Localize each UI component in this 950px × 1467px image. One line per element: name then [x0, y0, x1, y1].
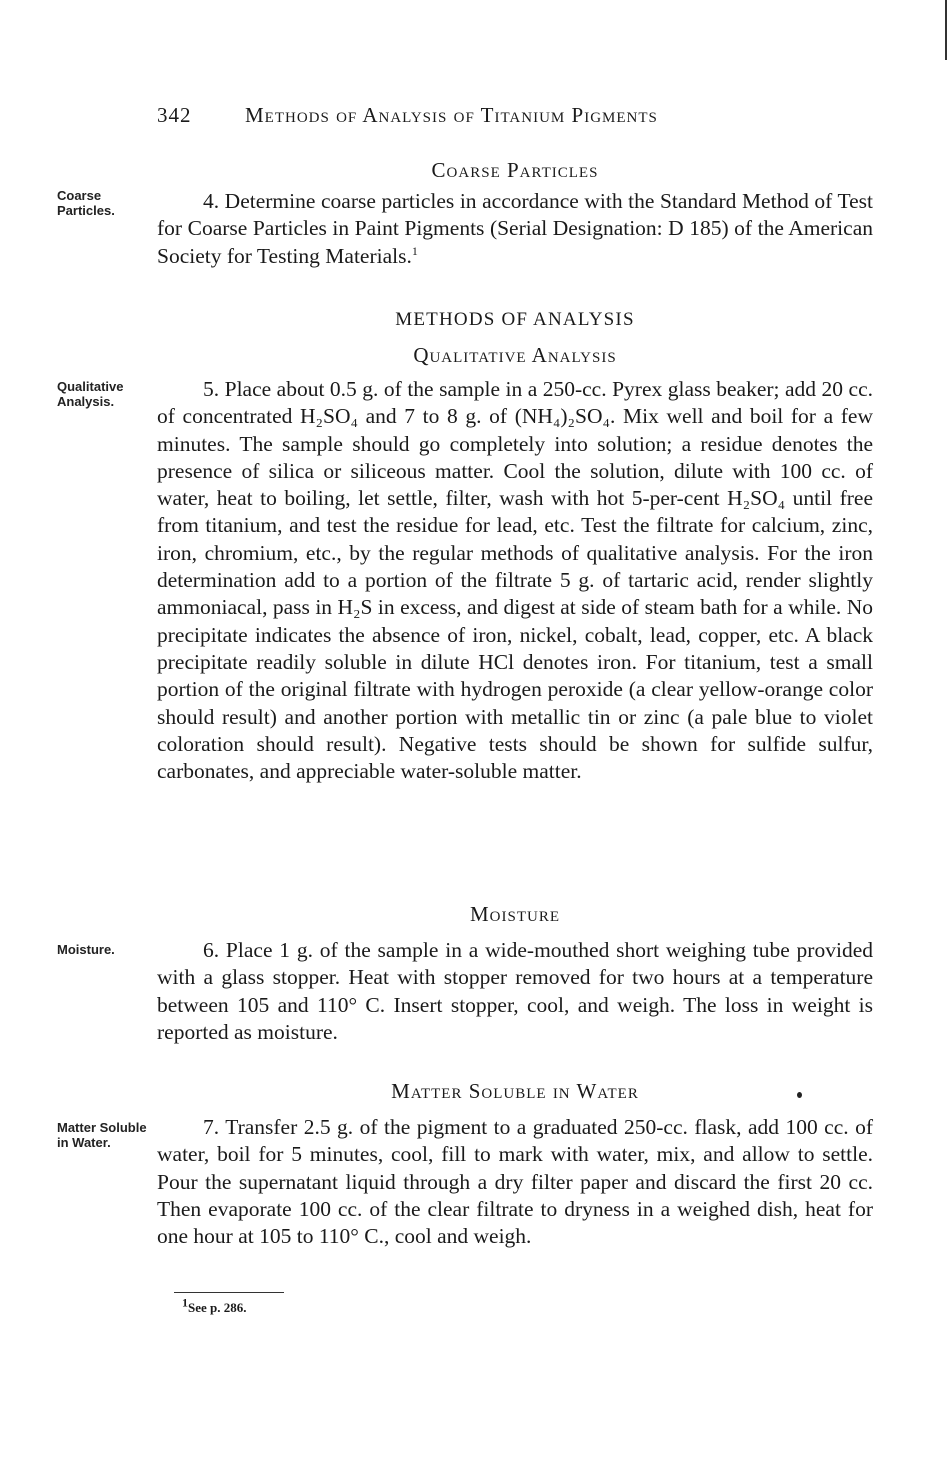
footnote-marker: 1	[182, 1295, 188, 1310]
margin-note-coarse: Coarse Particles.	[57, 188, 115, 218]
paragraph-coarse-particles	[157, 188, 873, 270]
margin-note-soluble: Matter Soluble in Water.	[57, 1120, 147, 1150]
footnote-reference: 1	[411, 243, 418, 258]
footnote-rule	[174, 1292, 284, 1293]
footnote-text: See p. 286.	[188, 1300, 247, 1315]
paragraph-qualitative-analysis: 5. Place about 0.5 g. of the sample in a 250-cc. Pyrex glass beaker; add 20 cc. of concentrated H₂SO₄ and 7 to 8 g. of (NH₄)₂SO₄. Mix well and boil for a few minutes. The sample should go completely into solution; a residue denotes the presence of silica or siliceous matter. Cool the solution, dilute with 100 cc. of water, heat to boiling, let settle, filter, wash with hot 5-per-cent H₂SO₄ until free from titanium, and test the residue for lead, etc. Test the filtrate for calcium, zinc, iron, chromium, etc., by the regular methods of qualitative analysis. For the iron determination add to a portion of the filtrate 5 g. of tartaric acid, render slightly ammoniacal, pass in H₂S in excess, and digest at side of steam bath for a while. No precipitate indicates the absence of iron, nickel, cobalt, lead, copper, etc. A black precipitate readily soluble in dilute HCl denotes iron. For titanium, test a small portion of the original filtrate with hydrogen peroxide (a clear yellow-orange color should result) and another portion with metallic tin or zinc (a pale blue to violet coloration should result). Negative tests should be shown for sulfide sulfur, carbonates, and appreciable water-soluble matter.	[157, 377, 873, 784]
heading-matter-soluble-in-water: Matter Soluble in Water	[391, 1079, 639, 1103]
paragraph-matter-soluble-in-water: 7. Transfer 2.5 g. of the pigment to a graduated 250-cc. flask, add 100 cc. of water, boil for 5 minutes, cool, fill to mark with water, mix, and allow to settle. Pour the supernatant liquid through a dry filter paper and discard the first 20 cc. Then evaporate 100 cc. of the clear filtrate to dryness in a weighed dish, heat for one hour at 105 to 110° C., cool and weigh.	[157, 1115, 873, 1249]
page-number: 342	[157, 103, 192, 127]
margin-note-qualitative: Qualitative Analysis.	[57, 379, 124, 409]
running-title: Methods of Analysis of Titanium Pigments	[245, 103, 658, 127]
heading-methods-of-analysis: METHODS OF ANALYSIS	[395, 309, 635, 330]
margin-note-moisture: Moisture.	[57, 942, 115, 957]
ink-speck	[797, 1092, 802, 1098]
heading-qualitative-analysis: Qualitative Analysis	[413, 343, 617, 367]
footnote	[182, 1295, 247, 1316]
paragraph-moisture: 6. Place 1 g. of the sample in a wide-mouthed short weighing tube provided with a glass stopper. Heat with stopper removed for two hours at a temperature between 105 and 110° C. Insert stopper, cool, and weigh. The loss in weight is reported as moisture.	[157, 938, 873, 1044]
page-edge-line	[945, 0, 947, 60]
heading-moisture: Moisture	[469, 902, 560, 926]
heading-coarse-particles: Coarse Particles	[431, 158, 599, 182]
paragraph-coarse-text: 4. Determine coarse particles in accordance with the Standard Method of Test for Coarse Particles in Paint Pigments (Serial Designation: D 185) of the American Society for Testing Materials.	[157, 189, 873, 268]
